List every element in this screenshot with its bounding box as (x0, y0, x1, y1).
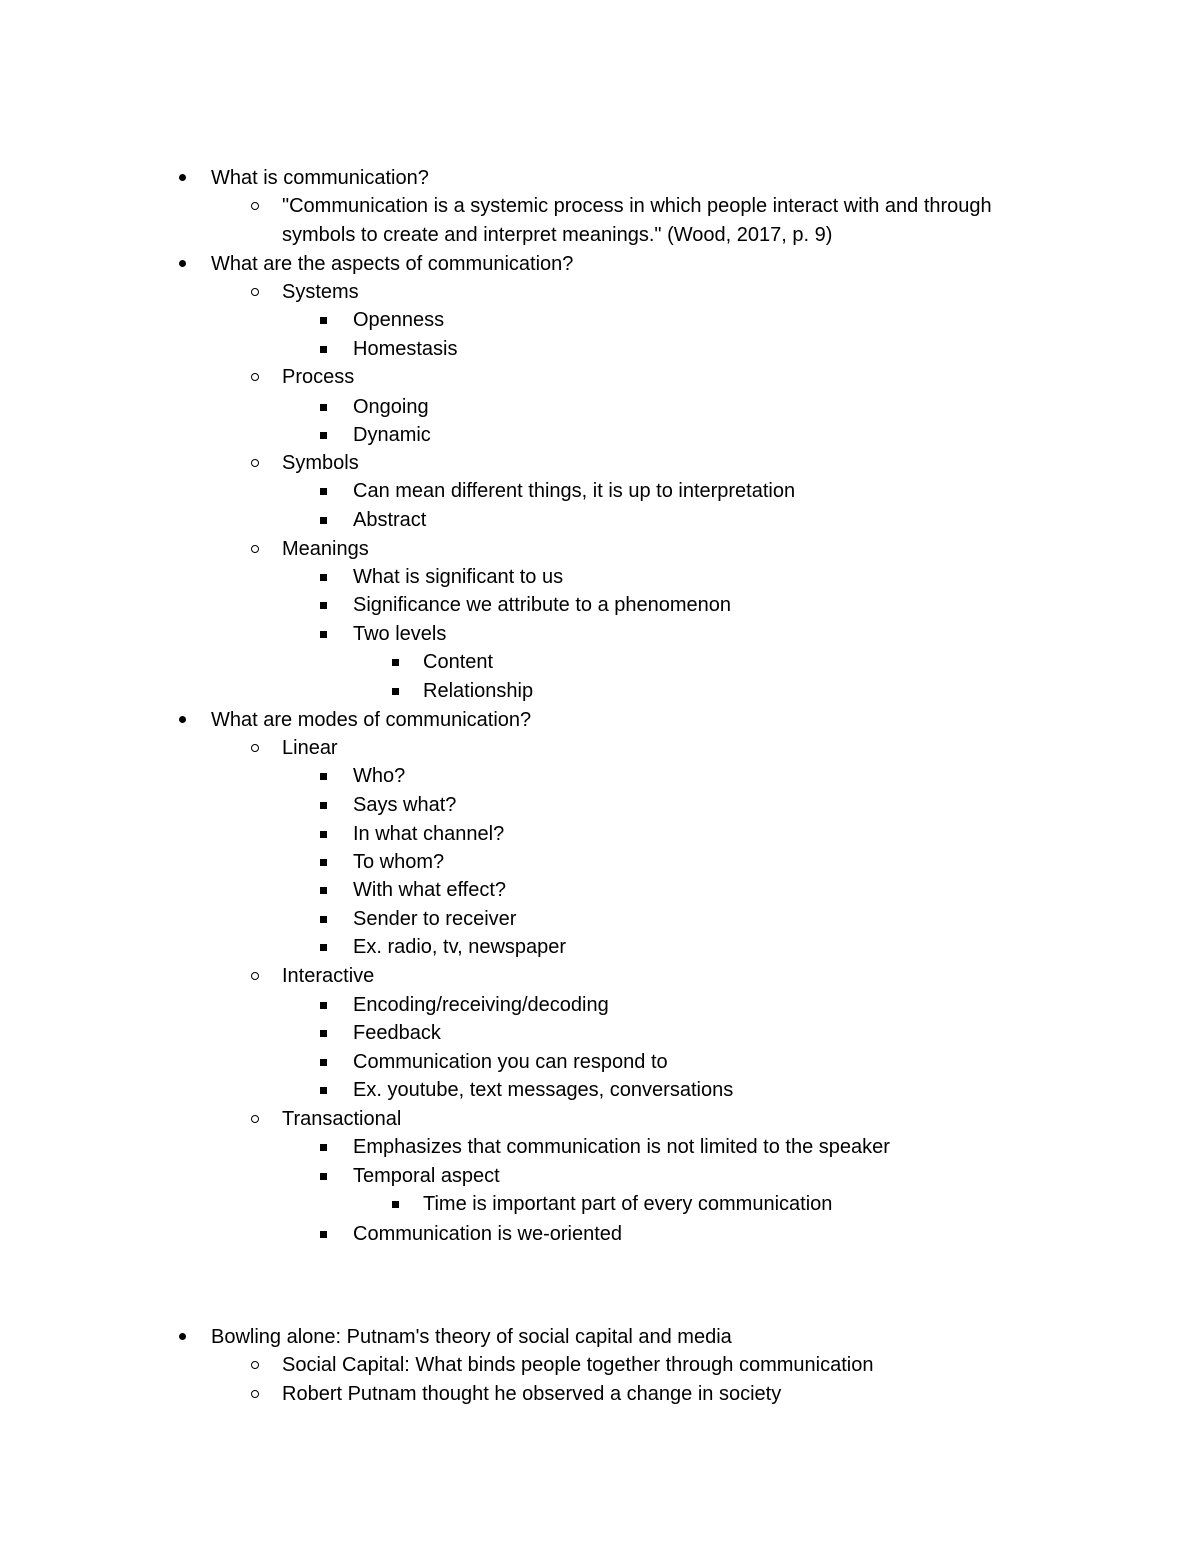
list-item (353, 1162, 500, 1191)
list-item (282, 962, 374, 991)
list-item (353, 335, 457, 364)
item-text: Two levels (353, 623, 447, 645)
list-item (353, 905, 516, 934)
item-text: Can mean different things, it is up to interpretation (353, 480, 796, 502)
list-item (211, 250, 573, 279)
circle-bullet-icon (248, 535, 268, 564)
item-text: What are modes of communication? (211, 709, 532, 731)
item-text: Temporal aspect (353, 1165, 500, 1187)
item-text: To whom? (353, 851, 445, 873)
item-text: Significance we attribute to a phenomenon (353, 594, 732, 616)
list-item (282, 449, 359, 478)
item-text: Robert Putnam thought he observed a change in society (282, 1383, 782, 1405)
circle-bullet-icon (248, 278, 268, 307)
list-item (282, 1105, 401, 1134)
list-item (353, 848, 444, 877)
item-text: What is significant to us (353, 566, 564, 588)
item-text: Homestasis (353, 338, 458, 360)
square-bullet-icon (319, 1133, 339, 1162)
list-item (353, 591, 731, 620)
circle-bullet-icon (248, 449, 268, 478)
list-item (282, 535, 369, 564)
circle-bullet-icon (248, 363, 268, 392)
square-bullet-icon (319, 477, 339, 506)
list-item (423, 1190, 832, 1219)
item-text: Transactional (282, 1108, 402, 1130)
list-item (423, 677, 533, 706)
item-text: Content (423, 651, 494, 673)
list-item (353, 876, 506, 905)
square-bullet-icon (319, 393, 339, 422)
circle-bullet-icon (248, 962, 268, 991)
list-item (211, 706, 531, 735)
list-item (353, 477, 795, 506)
item-text: Social Capital: What binds people together through communication (282, 1354, 874, 1376)
item-text: Ex. youtube, text messages, conversations (353, 1079, 734, 1101)
item-text: What is communication? (211, 167, 429, 189)
square-bullet-icon (319, 1076, 339, 1105)
item-text: Ex. radio, tv, newspaper (353, 936, 567, 958)
disc-bullet-icon (177, 706, 197, 735)
list-item (353, 791, 456, 820)
list-item (282, 363, 354, 392)
square-bullet-icon (319, 1019, 339, 1048)
square-bullet-icon (319, 791, 339, 820)
circle-bullet-icon (248, 734, 268, 763)
item-text: Bowling alone: Putnam's theory of social capital and media (211, 1326, 732, 1348)
list-item (353, 933, 566, 962)
item-text: Abstract (353, 509, 427, 531)
list-item (353, 506, 426, 535)
list-item (353, 1220, 622, 1249)
item-text: symbols to create and interpret meanings." (Wood, 2017, p. 9) (282, 224, 833, 246)
square-bullet-icon (319, 620, 339, 649)
item-text: Communication you can respond to (353, 1051, 668, 1073)
list-item (353, 1076, 733, 1105)
item-text: "Communication is a systemic process in which people interact with and through (282, 195, 992, 217)
item-text: Dynamic (353, 424, 431, 446)
square-bullet-icon (389, 648, 409, 677)
square-bullet-icon (319, 306, 339, 335)
square-bullet-icon (389, 1190, 409, 1219)
list-item (211, 164, 429, 193)
list-item (423, 648, 493, 677)
list-item (211, 1323, 732, 1352)
disc-bullet-icon (177, 250, 197, 279)
item-text: Communication is we-oriented (353, 1223, 623, 1245)
square-bullet-icon (319, 991, 339, 1020)
list-item (282, 1351, 873, 1380)
item-text: Interactive (282, 965, 375, 987)
list-item (282, 192, 992, 221)
item-text: Says what? (353, 794, 457, 816)
list-item (353, 421, 431, 450)
square-bullet-icon (319, 905, 339, 934)
list-item (353, 991, 609, 1020)
list-item (353, 620, 446, 649)
disc-bullet-icon (177, 1323, 197, 1352)
square-bullet-icon (319, 591, 339, 620)
list-item (282, 278, 359, 307)
item-text: Sender to receiver (353, 908, 517, 930)
square-bullet-icon (319, 421, 339, 450)
square-bullet-icon (319, 1048, 339, 1077)
disc-bullet-icon (177, 164, 197, 193)
square-bullet-icon (319, 1220, 339, 1249)
square-bullet-icon (319, 762, 339, 791)
square-bullet-icon (319, 506, 339, 535)
item-text: Linear (282, 737, 338, 759)
list-item (353, 1048, 668, 1077)
list-item (282, 1380, 781, 1409)
item-text: Systems (282, 281, 359, 303)
list-item (353, 820, 504, 849)
list-item (282, 734, 338, 763)
item-text: Encoding/receiving/decoding (353, 994, 609, 1016)
list-item (353, 306, 444, 335)
item-text: Feedback (353, 1022, 441, 1044)
list-item (353, 563, 563, 592)
item-text: Relationship (423, 680, 534, 702)
list-item (353, 1019, 441, 1048)
square-bullet-icon (319, 820, 339, 849)
item-text: With what effect? (353, 879, 507, 901)
square-bullet-icon (389, 677, 409, 706)
circle-bullet-icon (248, 192, 268, 221)
square-bullet-icon (319, 876, 339, 905)
item-text: Who? (353, 765, 406, 787)
item-text: What are the aspects of communication? (211, 253, 574, 275)
list-item-continuation (282, 221, 832, 250)
list-item (353, 393, 429, 422)
square-bullet-icon (319, 335, 339, 364)
item-text: Openness (353, 309, 445, 331)
item-text: In what channel? (353, 823, 505, 845)
item-text: Process (282, 366, 355, 388)
item-text: Time is important part of every communication (423, 1193, 833, 1215)
circle-bullet-icon (248, 1105, 268, 1134)
item-text: Emphasizes that communication is not limited to the speaker (353, 1136, 890, 1158)
item-text: Meanings (282, 538, 369, 560)
square-bullet-icon (319, 848, 339, 877)
square-bullet-icon (319, 1162, 339, 1191)
item-text: Ongoing (353, 396, 429, 418)
circle-bullet-icon (248, 1351, 268, 1380)
circle-bullet-icon (248, 1380, 268, 1409)
item-text: Symbols (282, 452, 359, 474)
square-bullet-icon (319, 933, 339, 962)
square-bullet-icon (319, 563, 339, 592)
list-item (353, 1133, 890, 1162)
list-item (353, 762, 405, 791)
